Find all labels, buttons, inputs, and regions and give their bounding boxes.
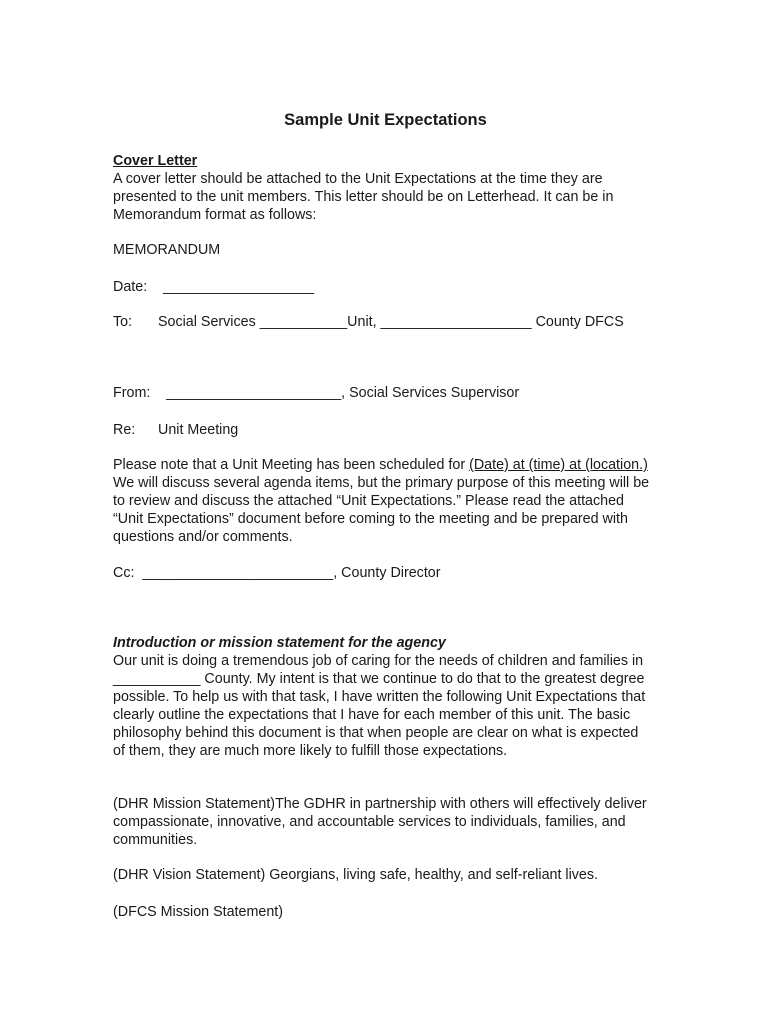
cc-text: ________________________, County Director [142,565,441,581]
date-line [113,278,653,296]
date-time-location-placeholder: (Date) at (time) at (location.) [469,457,648,473]
from-line [113,384,653,402]
document-title: Sample Unit Expectations [284,111,487,129]
cover-letter-intro: A cover letter should be attached to the Unit Expectations at the time they are presented to the unit members. This letter should be on Letterhead. It can be in Memorandum format as follows: [113,171,614,223]
body-text-before: Please note that a Unit Meeting has been scheduled for [113,457,470,473]
to-line [113,313,653,331]
dfcs-mission-statement: (DFCS Mission Statement) [113,904,284,920]
dhr-vision-statement: (DHR Vision Statement) Georgians, living safe, healthy, and self-reliant lives. [113,867,598,883]
cover-letter-body [113,456,653,546]
to-label: To: [113,314,133,330]
memorandum-label: MEMORANDUM [113,242,221,258]
date-blank: ___________________ [163,279,315,295]
introduction-heading: Introduction or mission statement for the agency [113,635,446,651]
re-line [113,421,653,439]
re-label: Re: [113,422,136,438]
cc-line [113,564,653,582]
cover-letter-heading: Cover Letter [113,153,198,169]
date-label: Date: [113,279,148,295]
from-text: ______________________, Social Services Supervisor [166,385,520,401]
introduction-body: Our unit is doing a tremendous job of caring for the needs of children and families in ___________ County. My intent is that we continue to do that to the greatest degree possible. To help us with that task, I have written the following Unit Expectations that clearly outline the expectations that I have for each member of this unit. The basic philosophy behind this document is that when people are clear on what is expected of them, they are much more likely to fulfill those expectations. [113,653,646,759]
body-text-after: We will discuss several agenda items, but the primary purpose of this meeting will be to review and discuss the attached “Unit Expectations.” Please read the attached “Unit Expectations” document before coming to the meeting and be prepared with questions and/or comments. [113,475,650,545]
from-label: From: [113,385,151,401]
to-text: Social Services ___________Unit, ___________________ County DFCS [158,314,624,330]
re-text: Unit Meeting [158,422,239,438]
dhr-mission-statement: (DHR Mission Statement)The GDHR in partnership with others will effectively deliver compassionate, innovative, and accountable services to individuals, families, and communities. [113,796,647,848]
cc-label: Cc: [113,565,135,581]
